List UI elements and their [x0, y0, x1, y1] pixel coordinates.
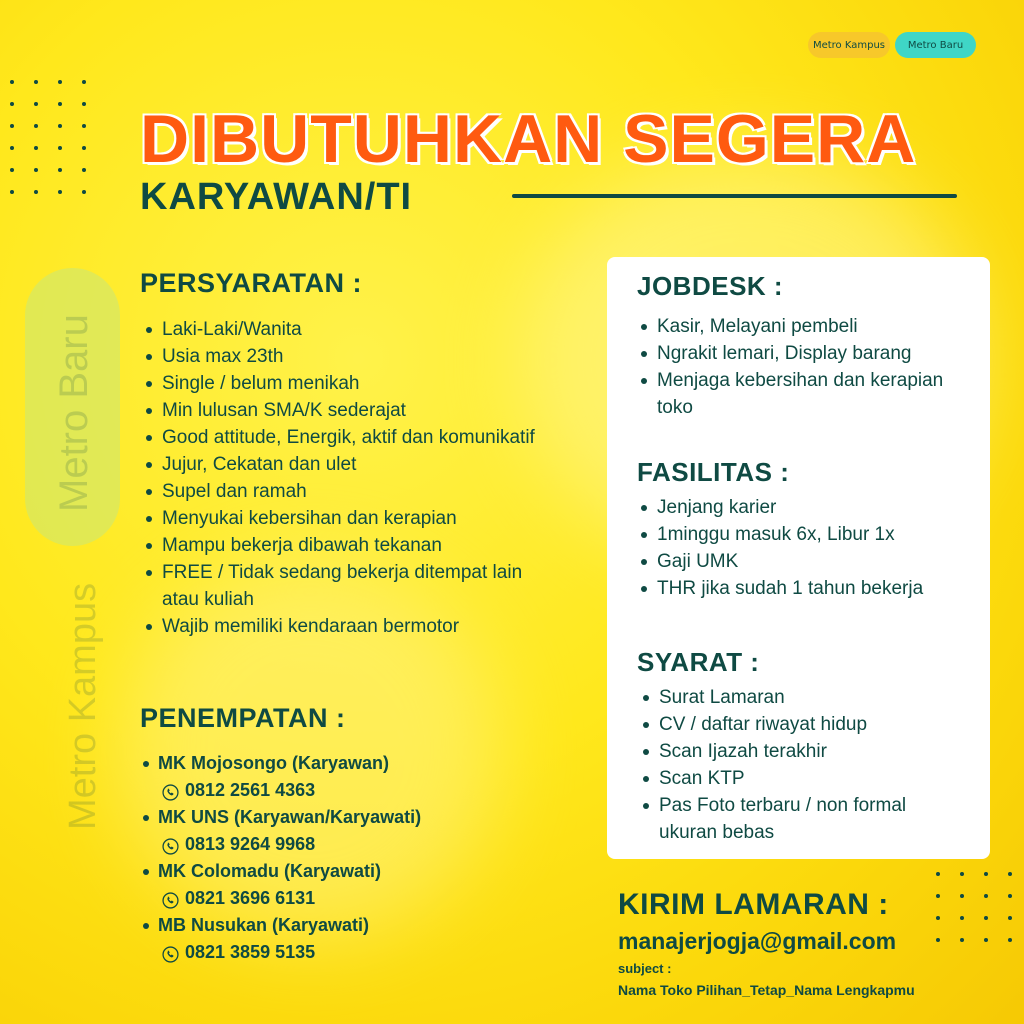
- list-item: Jujur, Cekatan dan ulet: [142, 451, 562, 478]
- persyaratan-title: PERSYARATAN :: [140, 268, 363, 298]
- list-item: Good attitude, Energik, aktif dan komunikatif: [142, 424, 562, 451]
- penempatan-list: [140, 750, 580, 966]
- list-item: Laki-Laki/Wanita: [142, 316, 562, 343]
- decorative-dot-grid: [936, 872, 1012, 942]
- persyaratan-list: [142, 316, 562, 640]
- list-item: Wajib memiliki kendaraan bermotor: [142, 613, 562, 640]
- info-card: [607, 257, 990, 859]
- subject-label: subject :: [618, 961, 672, 976]
- location-name: MB Nusukan (Karyawati): [140, 912, 580, 939]
- syarat-title: SYARAT :: [637, 647, 760, 677]
- whatsapp-icon: [162, 890, 179, 907]
- list-item: Surat Lamaran: [639, 684, 939, 711]
- fasilitas-list: [637, 494, 987, 602]
- list-item: THR jika sudah 1 tahun bekerja: [637, 575, 987, 602]
- list-item: Scan KTP: [639, 765, 939, 792]
- list-item: Menjaga kebersihan dan kerapian toko: [637, 367, 977, 421]
- location-phone[interactable]: [140, 831, 580, 858]
- whatsapp-icon: [162, 782, 179, 799]
- list-item: Mampu bekerja dibawah tekanan: [142, 532, 562, 559]
- list-item: Kasir, Melayani pembeli: [637, 313, 977, 340]
- list-item: Ngrakit lemari, Display barang: [637, 340, 977, 367]
- list-item: 1minggu masuk 6x, Libur 1x: [637, 521, 987, 548]
- list-item: Scan Ijazah terakhir: [639, 738, 939, 765]
- metro-baru-watermark: Metro Baru: [52, 314, 96, 512]
- list-item: FREE / Tidak sedang bekerja ditempat lain atau kuliah: [142, 559, 562, 613]
- jobdesk-title: JOBDESK :: [637, 271, 784, 301]
- location-phone[interactable]: [140, 939, 580, 966]
- list-item: Gaji UMK: [637, 548, 987, 575]
- list-item: Menyukai kebersihan dan kerapian: [142, 505, 562, 532]
- location-name: MK Colomadu (Karyawati): [140, 858, 580, 885]
- location-phone[interactable]: [140, 885, 580, 912]
- phone-number: 0821 3859 5135: [185, 942, 316, 962]
- list-item: Usia max 23th: [142, 343, 562, 370]
- position-title: KARYAWAN/TI: [140, 176, 413, 218]
- list-item: Min lulusan SMA/K sederajat: [142, 397, 562, 424]
- list-item: CV / daftar riwayat hidup: [639, 711, 939, 738]
- location-name: MK UNS (Karyawan/Karyawati): [140, 804, 580, 831]
- metro-kampus-badge: Metro Kampus: [808, 32, 890, 58]
- phone-number: 0813 9264 9968: [185, 834, 316, 854]
- whatsapp-icon: [162, 836, 179, 853]
- decorative-dot-grid: [10, 80, 86, 194]
- list-item: Jenjang karier: [637, 494, 987, 521]
- penempatan-title: PENEMPATAN :: [140, 703, 346, 733]
- syarat-list: [639, 684, 939, 846]
- list-item: Pas Foto terbaru / non formal ukuran bebas: [639, 792, 939, 846]
- list-item: Supel dan ramah: [142, 478, 562, 505]
- email-address[interactable]: manajerjogja@gmail.com: [618, 928, 897, 954]
- list-item: Single / belum menikah: [142, 370, 562, 397]
- metro-baru-badge: Metro Baru: [895, 32, 976, 58]
- location-name: MK Mojosongo (Karyawan): [140, 750, 580, 777]
- subject-value: Nama Toko Pilihan_Tetap_Nama Lengkapmu: [618, 982, 915, 998]
- phone-number: 0812 2561 4363: [185, 780, 316, 800]
- location-phone[interactable]: [140, 777, 580, 804]
- whatsapp-icon: [162, 944, 179, 961]
- metro-kampus-watermark: Metro Kampus: [62, 582, 104, 830]
- jobdesk-list: [637, 313, 977, 421]
- headline: DIBUTUHKAN SEGERA: [140, 101, 917, 177]
- kirim-lamaran-title: KIRIM LAMARAN :: [618, 888, 889, 921]
- fasilitas-title: FASILITAS :: [637, 457, 790, 487]
- phone-number: 0821 3696 6131: [185, 888, 316, 908]
- divider-line: [512, 194, 957, 198]
